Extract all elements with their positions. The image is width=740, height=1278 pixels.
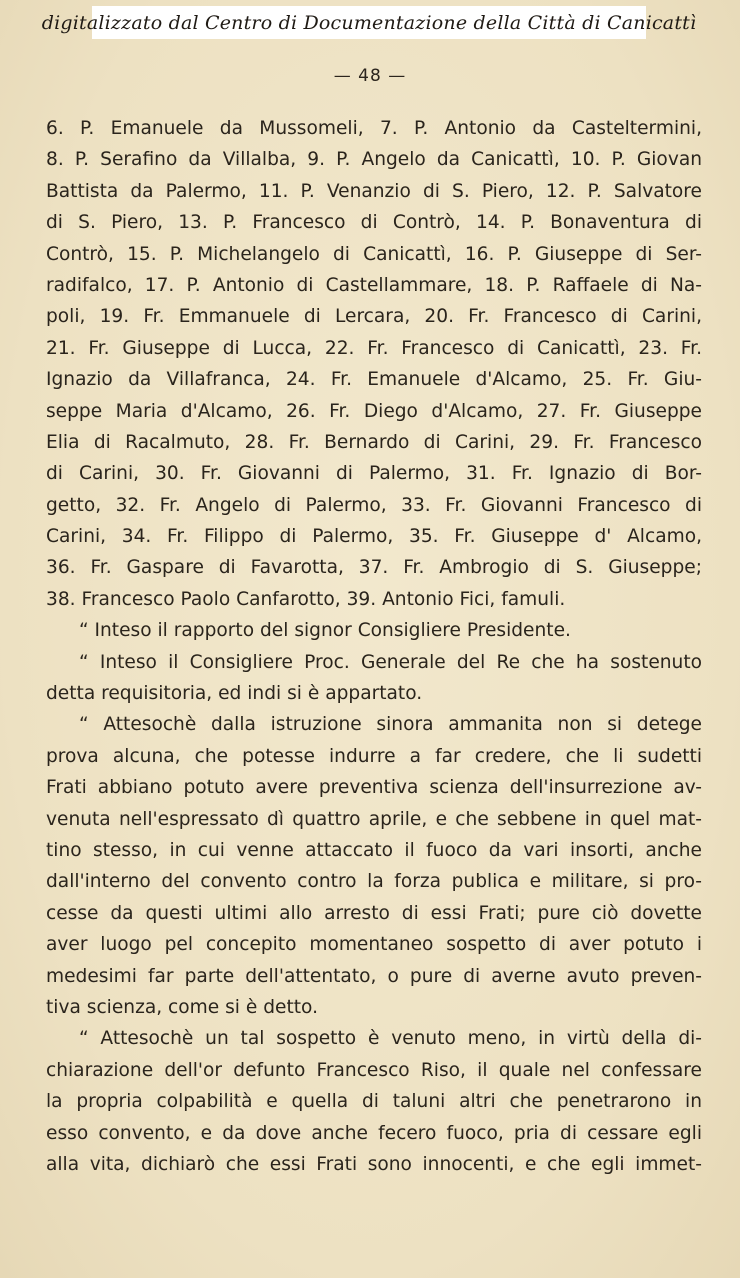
text-line: detta requisitoria, ed indi si è appartato. <box>46 683 423 705</box>
text-line: Ignazio da Villafranca, 24. Fr. Emanuele d'Alcamo, 25. Fr. Giu- <box>46 369 702 391</box>
text-line: seppe Maria d'Alcamo, 26. Fr. Diego d'Alcamo, 27. Fr. Giuseppe <box>46 400 702 422</box>
banner-text: digitalizzato dal Centro di Documentazione della Città di Canicattì <box>41 11 697 34</box>
text-line: alla vita, dichiarò che essi Frati sono innocenti, e che egli immet- <box>46 1153 702 1175</box>
text-line: cesse da questi ultimi allo arresto di essi Frati; pure ciò dovette <box>46 902 702 924</box>
text-line: medesimi far parte dell'attentato, o pure di averne avuto preven- <box>46 965 702 987</box>
paragraph-start: “ Attesochè dalla istruzione sinora ammanita non si detege <box>79 714 702 736</box>
text-line: esso convento, e da dove anche fecero fuoco, pria di cessare egli <box>46 1122 702 1144</box>
text-line: poli, 19. Fr. Emmanuele di Lercara, 20. Fr. Francesco di Carini, <box>46 306 702 328</box>
text-line: tino stesso, in cui venne attaccato il fuoco da vari insorti, anche <box>46 839 702 861</box>
text-line: tiva scienza, come si è detto. <box>46 996 318 1018</box>
text-line: Carini, 34. Fr. Filippo di Palermo, 35. Fr. Giuseppe d' Alcamo, <box>46 526 702 548</box>
text-line: Frati abbiano potuto avere preventiva scienza dell'insurrezione av- <box>46 777 702 799</box>
text-line: getto, 32. Fr. Angelo di Palermo, 33. Fr. Giovanni Francesco di <box>46 494 702 516</box>
text-line: Elia di Racalmuto, 28. Fr. Bernardo di Carini, 29. Fr. Francesco <box>46 431 702 453</box>
text-line: dall'interno del convento contro la forza publica e militare, si pro- <box>46 871 702 893</box>
text-line: 6. P. Emanuele da Mussomeli, 7. P. Antonio da Casteltermini, <box>46 118 702 139</box>
text-line: prova alcuna, che potesse indurre a far credere, che li sudetti <box>46 745 702 767</box>
body-text <box>46 113 702 1180</box>
text-line: di Carini, 30. Fr. Giovanni di Palermo, 31. Fr. Ignazio di Bor- <box>46 463 702 485</box>
paragraph-start: “ Attesochè un tal sospetto è venuto meno, in virtù della di- <box>79 1028 702 1050</box>
text-line: Contrò, 15. P. Michelangelo di Canicattì, 16. P. Giuseppe di Ser- <box>46 243 702 265</box>
text-line: 36. Fr. Gaspare di Favarotta, 37. Fr. Ambrogio di S. Giuseppe; <box>46 557 702 579</box>
paragraph-start: “ Inteso il rapporto del signor Consigliere Presidente. <box>79 620 571 642</box>
paragraph-start: “ Inteso il Consigliere Proc. Generale del Re che ha sostenuto <box>79 651 702 673</box>
page-number: — 48 — <box>333 66 407 86</box>
text-line: Battista da Palermo, 11. P. Venanzio di S. Piero, 12. P. Salvatore <box>46 180 702 202</box>
text-line: 38. Francesco Paolo Canfarotto, 39. Antonio Fici, famuli. <box>46 588 566 610</box>
text-line: di S. Piero, 13. P. Francesco di Contrò, 14. P. Bonaventura di <box>46 212 702 234</box>
text-line: chiarazione dell'or defunto Francesco Riso, il quale nel confessare <box>46 1059 702 1081</box>
text-line: aver luogo pel concepito momentaneo sospetto di aver potuto i <box>46 934 702 956</box>
text-line: venuta nell'espressato dì quattro aprile, e che sebbene in quel mat- <box>46 808 702 830</box>
text-line: la propria colpabilità e quella di taluni altri che penetrarono in <box>46 1091 702 1113</box>
text-line: 8. P. Serafino da Villalba, 9. P. Angelo da Canicattì, 10. P. Giovan <box>46 149 702 171</box>
digitization-banner <box>41 6 697 39</box>
text-line: radifalco, 17. P. Antonio di Castellammare, 18. P. Raffaele di Na- <box>46 274 702 296</box>
text-line: 21. Fr. Giuseppe di Lucca, 22. Fr. Francesco di Canicattì, 23. Fr. <box>46 337 702 359</box>
